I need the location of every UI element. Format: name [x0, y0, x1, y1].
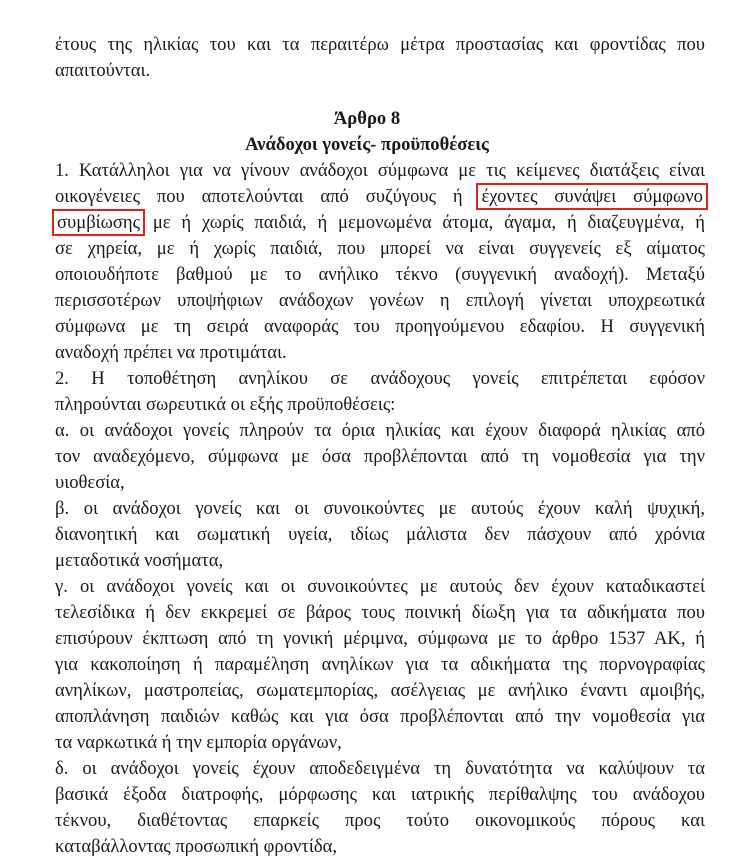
- item-c-line: γ. οι ανάδοχοι γονείς και οι συνοικούντες με αυτούς δεν έχουν καταδικαστεί: [55, 576, 705, 597]
- paragraph-line: σε χηρεία, με ή χωρίς παιδιά, που μπορεί να είναι συγγενείς εξ αίματος: [55, 238, 705, 259]
- paragraph-line: αναδοχή πρέπει να προτιμάται.: [55, 342, 287, 363]
- paragraph-line: πληρούνται σωρευτικά οι εξής προϋποθέσεις:: [55, 394, 396, 415]
- item-b-line: διανοητική και σωματική υγεία, ιδίως μάλιστα δεν πάσχουν από χρόνια: [55, 524, 705, 545]
- item-c-line: επισύρουν έκπτωση από τη γονική μέριμνα, σύμφωνα με το άρθρο 1537 ΑΚ, ή: [55, 628, 705, 649]
- item-c-line: τα ναρκωτικά ή την εμπορία οργάνων,: [55, 732, 342, 753]
- item-d-line: δ. οι ανάδοχοι γονείς έχουν αποδεδειγμένα τη δυνατότητα να καλύψουν τα: [55, 758, 705, 779]
- item-a-line: τον αναδεχόμενο, σύμφωνα με όσα προβλέπονται από τη νομοθεσία για την: [55, 446, 705, 467]
- paragraph-line: [55, 184, 705, 210]
- paragraph-line: 2. Η τοποθέτηση ανηλίκου σε ανάδοχους γονείς επιτρέπεται εφόσον: [55, 368, 705, 389]
- item-d-line: βασικά έξοδα διατροφής, μόρφωσης και ιατρικής περίθαλψης του ανάδοχου: [55, 784, 705, 805]
- highlighted-phrase: έχοντες συνάψει σύμφωνο: [481, 186, 703, 207]
- paragraph-text: οικογένειες που αποτελούνται από συζύγους ή: [55, 186, 463, 207]
- item-c-line: για κακοποίηση ή παραμέληση ανηλίκων για τα αδικήματα της πορνογραφίας: [55, 654, 705, 675]
- paragraph-line: σύμφωνα με τη σειρά αναφοράς του προηγούμενου εδαφίου. Η συγγενική: [55, 316, 705, 337]
- item-a-line: α. οι ανάδοχοι γονείς πληρούν τα όρια ηλικίας και έχουν διαφορά ηλικίας από: [55, 420, 705, 441]
- item-c-line: αποπλάνηση παιδιών καθώς και για όσα προβλέπονται από την νομοθεσία για: [55, 706, 705, 727]
- item-b-line: μεταδοτικά νοσήματα,: [55, 550, 224, 571]
- item-d-line: τέκνου, διαθέτοντας επαρκείς προς τούτο οικονομικούς πόρους και: [55, 810, 705, 831]
- paragraph-line: οποιουδήποτε βαθμού με το ανήλικο τέκνο (συγγενική αναδοχή). Μεταξύ: [55, 264, 705, 285]
- intro-line: απαιτούνται.: [55, 60, 151, 81]
- intro-line: έτους της ηλικίας του και τα περαιτέρω μέτρα προστασίας και φροντίδας που: [55, 34, 705, 55]
- article-title: Ανάδοχοι γονείς- προϋποθέσεις: [245, 134, 489, 155]
- item-a-line: υιοθεσία,: [55, 472, 125, 493]
- item-c-line: τελεσίδικα ή δεν εκκρεμεί σε βάρος τους ποινική δίωξη για τα αδικήματα που: [55, 602, 705, 623]
- paragraph-line: 1. Κατάλληλοι για να γίνουν ανάδοχοι σύμφωνα με τις κείμενες διατάξεις είναι: [55, 160, 705, 181]
- paragraph-text: με ή χωρίς παιδιά, ή μεμονωμένα άτομα, άγαμα, ή διαζευγμένα, ή: [152, 212, 705, 233]
- item-b-line: β. οι ανάδοχοι γονείς και οι συνοικούντες με αυτούς έχουν καλή ψυχική,: [55, 498, 705, 519]
- item-c-line: ανηλίκων, μαστροπείας, σωματεμπορίας, ασέλγειας με ανήλικο έναντι αμοιβής,: [55, 680, 705, 701]
- paragraph-line: περισσοτέρων υποψήφιων ανάδοχων γονέων η επιλογή γίνεται υποχρεωτικά: [55, 290, 705, 311]
- item-d-line: καταβάλλοντας προσωπική φροντίδα,: [55, 836, 338, 857]
- paragraph-line: [55, 210, 705, 236]
- article-number: Άρθρο 8: [333, 108, 401, 129]
- highlighted-phrase: συμβίωσης: [57, 212, 141, 233]
